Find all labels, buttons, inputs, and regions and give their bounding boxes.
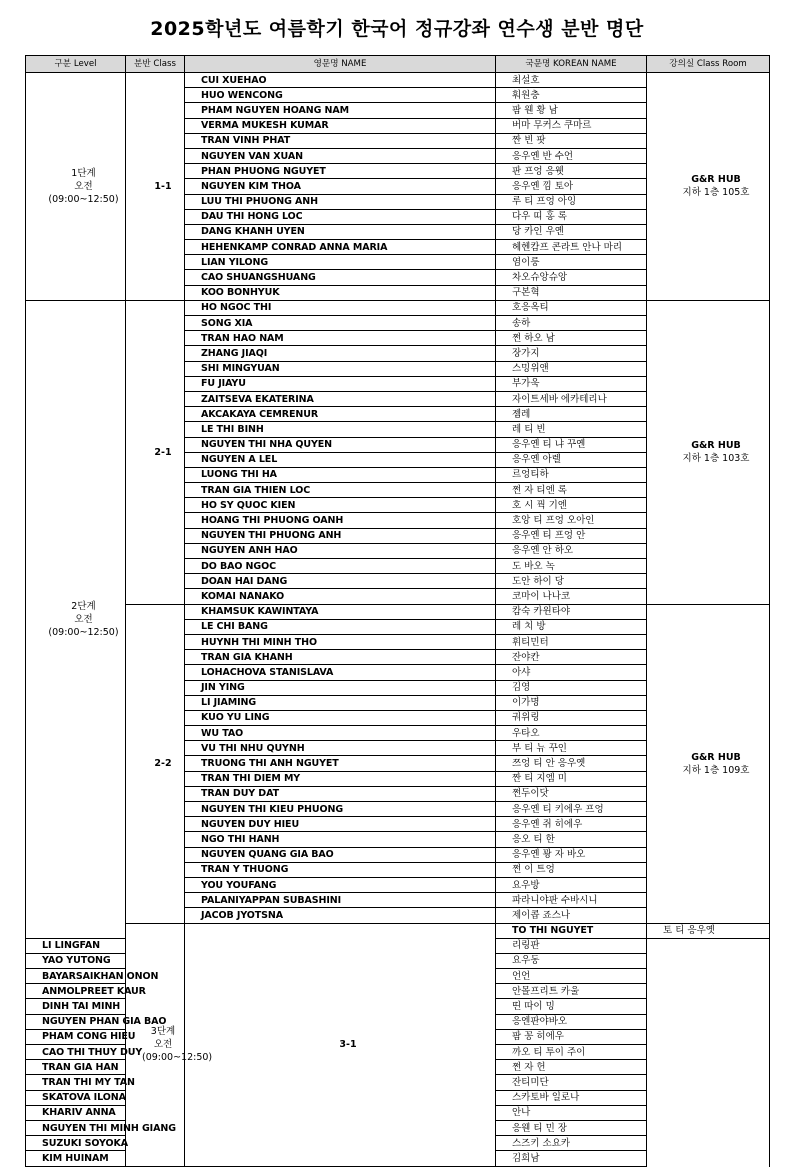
student-korean-name: 이가명 bbox=[496, 695, 647, 710]
student-name: SKATOVA ILONA bbox=[26, 1090, 126, 1105]
student-name: TRAN HAO NAM bbox=[185, 331, 496, 346]
level-session: 오전 bbox=[74, 180, 93, 192]
student-name: TRAN GIA KHANH bbox=[185, 650, 496, 665]
level-time: (09:00~12:50) bbox=[142, 1052, 213, 1063]
student-name: HUYNH THI MINH THO bbox=[185, 634, 496, 649]
student-korean-name: 응우옌 낌 토아 bbox=[496, 179, 647, 194]
student-korean-name: 응우옌 티 키에우 프엉 bbox=[496, 802, 647, 817]
class-cell: 2-1 bbox=[126, 300, 185, 604]
student-korean-name: 부가욱 bbox=[496, 376, 647, 391]
student-name: KUO YU LING bbox=[185, 710, 496, 725]
student-korean-name: 응우옌 쥐 히에우 bbox=[496, 817, 647, 832]
student-name: HO NGOC THI bbox=[185, 300, 496, 315]
level-label: 3단계 bbox=[150, 1026, 176, 1037]
student-name: LE CHI BANG bbox=[185, 619, 496, 634]
student-name: NGUYEN KIM THOA bbox=[185, 179, 496, 194]
class-cell: 3-1 bbox=[185, 923, 496, 1166]
student-korean-name: 잔티미단 bbox=[496, 1075, 647, 1090]
header-level: 구분 Level bbox=[26, 56, 126, 73]
header-name: 영문명 NAME bbox=[185, 56, 496, 73]
student-name: NGUYEN THI KIEU PHUONG bbox=[185, 802, 496, 817]
student-korean-name: 스카토바 일로나 bbox=[496, 1090, 647, 1105]
student-korean-name: 쩐 자 헌 bbox=[496, 1060, 647, 1075]
student-name: HEHENKAMP CONRAD ANNA MARIA bbox=[185, 240, 496, 255]
student-name: TRAN VINH PHAT bbox=[185, 133, 496, 148]
student-korean-name: 당 카인 우옌 bbox=[496, 224, 647, 239]
student-korean-name: 르엉티하 bbox=[496, 467, 647, 482]
room-building: G&R HUB bbox=[691, 174, 741, 186]
level-label: 1단계 bbox=[71, 167, 96, 179]
student-korean-name: 호응옥티 bbox=[496, 300, 647, 315]
student-name: CUI XUEHAO bbox=[185, 73, 496, 88]
student-korean-name: 젬레 bbox=[496, 407, 647, 422]
student-korean-name: 호 시 꿕 기엔 bbox=[496, 498, 647, 513]
student-name: TRAN DUY DAT bbox=[185, 786, 496, 801]
student-korean-name: 요우방 bbox=[496, 877, 647, 892]
student-name: ANMOLPREET KAUR bbox=[26, 984, 126, 999]
student-korean-name: 안몰프리트 카울 bbox=[496, 984, 647, 999]
table-row bbox=[26, 923, 770, 938]
student-name: JIN YING bbox=[185, 680, 496, 695]
student-korean-name: 응우옌 꽝 자 바오 bbox=[496, 847, 647, 862]
student-korean-name: 레 치 방 bbox=[496, 619, 647, 634]
student-name: KOMAI NANAKO bbox=[185, 589, 496, 604]
page-title: 2025학년도 여름학기 한국어 정규강좌 연수생 분반 명단 bbox=[150, 18, 644, 40]
student-name: LI JIAMING bbox=[185, 695, 496, 710]
student-name: JACOB JYOTSNA bbox=[185, 908, 496, 923]
student-name: VERMA MUKESH KUMAR bbox=[185, 118, 496, 133]
room-cell bbox=[647, 73, 770, 301]
student-name: CAO THI THUY DUY bbox=[26, 1045, 126, 1060]
student-name: SUZUKI SOYOKA bbox=[26, 1136, 126, 1151]
class-cell: 2-2 bbox=[126, 604, 185, 923]
student-name: DOAN HAI DANG bbox=[185, 574, 496, 589]
student-korean-name: 호앙 티 프엉 오아인 bbox=[496, 513, 647, 528]
student-name: CAO SHUANGSHUANG bbox=[185, 270, 496, 285]
student-name: DANG KHANH UYEN bbox=[185, 224, 496, 239]
student-name: DINH TAI MINH bbox=[26, 999, 126, 1014]
student-korean-name: 짠 티 지엠 미 bbox=[496, 771, 647, 786]
student-name: LUU THI PHUONG ANH bbox=[185, 194, 496, 209]
level-session: 오전 bbox=[74, 613, 93, 625]
student-name: TRAN GIA THIEN LOC bbox=[185, 483, 496, 498]
student-korean-name: 언언 bbox=[496, 969, 647, 984]
student-korean-name: 쩐 하오 남 bbox=[496, 331, 647, 346]
student-name: PALANIYAPPAN SUBASHINI bbox=[185, 893, 496, 908]
student-korean-name: 응우옌 안 하오 bbox=[496, 543, 647, 558]
student-name: NGUYEN VAN XUAN bbox=[185, 148, 496, 163]
roster-body bbox=[26, 73, 770, 1167]
student-korean-name: 쯔엉 티 안 응우옛 bbox=[496, 756, 647, 771]
student-korean-name: 헤헨캄프 콘라트 안나 마리 bbox=[496, 240, 647, 255]
room-cell bbox=[647, 604, 770, 923]
student-korean-name: 응웬 티 민 장 bbox=[496, 1120, 647, 1135]
student-korean-name: 팜 꽁 히에우 bbox=[496, 1029, 647, 1044]
student-korean-name: 쩐 자 티엔 록 bbox=[496, 483, 647, 498]
student-korean-name: 캄숙 카윈타야 bbox=[496, 604, 647, 619]
level-cell bbox=[26, 73, 126, 301]
student-name: LOHACHOVA STANISLAVA bbox=[185, 665, 496, 680]
student-name: HUO WENCONG bbox=[185, 88, 496, 103]
student-korean-name: 자이트세바 에카테리나 bbox=[496, 391, 647, 406]
level-label: 2단계 bbox=[71, 600, 96, 612]
student-name: NGUYEN THI NHA QUYEN bbox=[185, 437, 496, 452]
student-korean-name: 스즈키 소요카 bbox=[496, 1136, 647, 1151]
header-room: 강의실 Class Room bbox=[647, 56, 770, 73]
student-name: LUONG THI HA bbox=[185, 467, 496, 482]
student-name: DAU THI HONG LOC bbox=[185, 209, 496, 224]
student-korean-name: 띤 따이 밍 bbox=[496, 999, 647, 1014]
header-korean-name: 국문명 KOREAN NAME bbox=[496, 56, 647, 73]
student-name: TRAN Y THUONG bbox=[185, 862, 496, 877]
student-korean-name: 아샤 bbox=[496, 665, 647, 680]
student-korean-name: 쩐두이닷 bbox=[496, 786, 647, 801]
header-row bbox=[26, 56, 770, 73]
student-name: KIM HUINAM bbox=[26, 1151, 126, 1166]
level-time: (09:00~12:50) bbox=[48, 193, 119, 205]
room-number: 지하 1층 109호 bbox=[682, 764, 750, 776]
room-building: G&R HUB bbox=[691, 440, 741, 452]
student-name: TRAN GIA HAN bbox=[26, 1060, 126, 1075]
student-name: AKCAKAYA CEMRENUR bbox=[185, 407, 496, 422]
student-korean-name: 휘티민터 bbox=[496, 634, 647, 649]
student-korean-name: 잔야칸 bbox=[496, 650, 647, 665]
student-name: SHI MINGYUAN bbox=[185, 361, 496, 376]
student-name: KHARIV ANNA bbox=[26, 1105, 126, 1120]
student-name: DO BAO NGOC bbox=[185, 559, 496, 574]
student-name: YOU YOUFANG bbox=[185, 877, 496, 892]
student-korean-name: 응우옌 티 냐 꾸옌 bbox=[496, 437, 647, 452]
student-korean-name: 차오슈앙슈앙 bbox=[496, 270, 647, 285]
student-name: KHAMSUK KAWINTAYA bbox=[185, 604, 496, 619]
student-name: PHAN PHUONG NGUYET bbox=[185, 164, 496, 179]
student-name: NGUYEN A LEL bbox=[185, 452, 496, 467]
student-name: NGUYEN DUY HIEU bbox=[185, 817, 496, 832]
room-number: 지하 1층 103호 bbox=[682, 453, 750, 465]
table-row bbox=[26, 604, 770, 619]
student-korean-name: 응엔판야바오 bbox=[496, 1014, 647, 1029]
student-korean-name: 응우옌 티 프엉 안 bbox=[496, 528, 647, 543]
student-korean-name: 안나 bbox=[496, 1105, 647, 1120]
student-korean-name: 파라니야판 수바시니 bbox=[496, 893, 647, 908]
student-korean-name: 코마이 나나코 bbox=[496, 589, 647, 604]
student-korean-name: 우타오 bbox=[496, 726, 647, 741]
student-korean-name: 부 티 뉴 꾸인 bbox=[496, 741, 647, 756]
student-korean-name: 팜 웬 황 남 bbox=[496, 103, 647, 118]
student-korean-name: 도 바오 녹 bbox=[496, 559, 647, 574]
student-name: YAO YUTONG bbox=[26, 953, 126, 968]
student-name: ZHANG JIAQI bbox=[185, 346, 496, 361]
student-name: NGUYEN THI PHUONG ANH bbox=[185, 528, 496, 543]
student-korean-name: 레 티 빈 bbox=[496, 422, 647, 437]
table-row bbox=[26, 73, 770, 88]
student-korean-name: 토 티 응우옛 bbox=[647, 923, 770, 938]
room-cell bbox=[647, 300, 770, 604]
student-korean-name: 응우옌 반 수언 bbox=[496, 148, 647, 163]
student-name: HOANG THI PHUONG OANH bbox=[185, 513, 496, 528]
student-name: FU JIAYU bbox=[185, 376, 496, 391]
student-name: WU TAO bbox=[185, 726, 496, 741]
student-korean-name: 짠 빈 팟 bbox=[496, 133, 647, 148]
student-korean-name: 최설호 bbox=[496, 73, 647, 88]
student-name: LE THI BINH bbox=[185, 422, 496, 437]
student-name: NGUYEN PHAN GIA BAO bbox=[26, 1014, 126, 1029]
level-time: (09:00~12:50) bbox=[48, 626, 119, 638]
level-cell bbox=[26, 300, 126, 938]
student-korean-name: 제이콥 죠스나 bbox=[496, 908, 647, 923]
student-name: TRAN THI MY TAN bbox=[26, 1075, 126, 1090]
student-name: PHAM NGUYEN HOANG NAM bbox=[185, 103, 496, 118]
student-name: KOO BONHYUK bbox=[185, 285, 496, 300]
roster-table bbox=[25, 55, 770, 1167]
student-korean-name: 루 티 프엉 아잉 bbox=[496, 194, 647, 209]
student-name: NGUYEN QUANG GIA BAO bbox=[185, 847, 496, 862]
table-row bbox=[26, 300, 770, 315]
student-korean-name: 판 프엉 응웻 bbox=[496, 164, 647, 179]
student-korean-name: 송하 bbox=[496, 316, 647, 331]
student-name: NGUYEN ANH HAO bbox=[185, 543, 496, 558]
student-korean-name: 김희남 bbox=[496, 1151, 647, 1166]
student-name: LIAN YILONG bbox=[185, 255, 496, 270]
room-number: 지하 1층 105호 bbox=[682, 187, 750, 199]
class-cell: 1-1 bbox=[126, 73, 185, 301]
student-korean-name: 장가지 bbox=[496, 346, 647, 361]
student-name: TRUONG THI ANH NGUYET bbox=[185, 756, 496, 771]
student-korean-name: 까오 티 투이 주이 bbox=[496, 1045, 647, 1060]
student-korean-name: 요우동 bbox=[496, 953, 647, 968]
student-name: NGUYEN THI MINH GIANG bbox=[26, 1120, 126, 1135]
student-name: TRAN THI DIEM MY bbox=[185, 771, 496, 786]
student-korean-name: 구본혁 bbox=[496, 285, 647, 300]
student-korean-name: 다우 띠 홍 록 bbox=[496, 209, 647, 224]
student-korean-name: 응우옌 아렐 bbox=[496, 452, 647, 467]
student-name: NGO THI HANH bbox=[185, 832, 496, 847]
student-korean-name: 도안 하이 당 bbox=[496, 574, 647, 589]
student-name: VU THI NHU QUYNH bbox=[185, 741, 496, 756]
student-korean-name: 쩐 이 트엉 bbox=[496, 862, 647, 877]
student-name: LI LINGFAN bbox=[26, 938, 126, 953]
student-korean-name: 훠원충 bbox=[496, 88, 647, 103]
student-korean-name: 버마 무커스 쿠마르 bbox=[496, 118, 647, 133]
student-name: BAYARSAIKHAN ONON bbox=[26, 969, 126, 984]
student-korean-name: 염이룽 bbox=[496, 255, 647, 270]
student-name: PHAM CONG HIEU bbox=[26, 1029, 126, 1044]
student-korean-name: 궈위링 bbox=[496, 710, 647, 725]
student-name: TO THI NGUYET bbox=[496, 923, 647, 938]
student-name: HO SY QUOC KIEN bbox=[185, 498, 496, 513]
student-korean-name: 스밍위앤 bbox=[496, 361, 647, 376]
student-name: ZAITSEVA EKATERINA bbox=[185, 391, 496, 406]
level-session: 오전 bbox=[153, 1039, 173, 1050]
student-korean-name: 리링판 bbox=[496, 938, 647, 953]
student-korean-name: 김영 bbox=[496, 680, 647, 695]
student-name: SONG XIA bbox=[185, 316, 496, 331]
student-korean-name: 응오 티 한 bbox=[496, 832, 647, 847]
room-building: G&R HUB bbox=[691, 751, 741, 763]
header-class: 분반 Class bbox=[126, 56, 185, 73]
